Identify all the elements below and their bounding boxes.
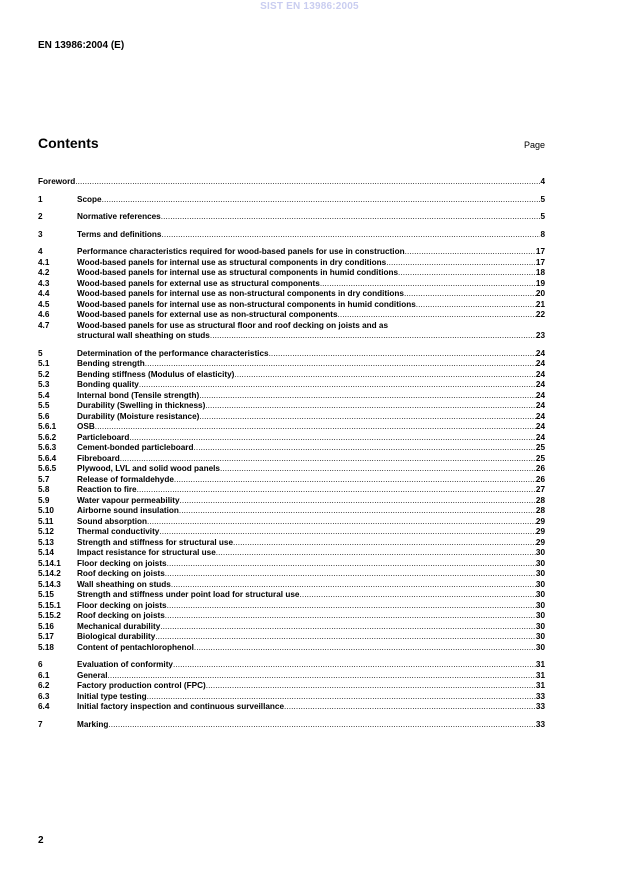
- dot-leader: [75, 177, 540, 188]
- toc-entry[interactable]: [38, 349, 545, 360]
- toc-entry-number: 6: [38, 660, 43, 669]
- toc-entry-title: Floor decking on joists: [77, 600, 167, 610]
- toc-entry-page: 20: [535, 289, 545, 298]
- toc-entry[interactable]: [38, 195, 545, 206]
- toc-entry[interactable]: [38, 671, 545, 682]
- toc-entry-number: 6.2: [38, 681, 50, 690]
- dot-leader: [95, 422, 536, 433]
- toc-entry-number: 5.3: [38, 380, 50, 389]
- toc-entry-page: 29: [535, 537, 545, 547]
- toc-entry-title: Sound absorption: [77, 516, 148, 526]
- dot-leader: [234, 370, 535, 381]
- toc-entry-page: 30: [535, 611, 545, 620]
- toc-entry-page: 30: [535, 548, 545, 557]
- toc-entry[interactable]: [38, 401, 545, 412]
- dot-leader: [173, 660, 536, 671]
- toc-entry[interactable]: [38, 230, 545, 241]
- toc-entry-page: 30: [535, 569, 545, 578]
- toc-entry-number: 5.13: [38, 537, 54, 547]
- toc-entry-page: 5: [540, 194, 545, 204]
- dot-leader: [159, 527, 536, 538]
- toc-entry[interactable]: [38, 720, 545, 731]
- toc-entry-page: 33: [535, 691, 545, 701]
- toc-entry-page: 30: [535, 558, 545, 568]
- toc-entry-number: 5.14.1: [38, 558, 61, 568]
- dot-leader: [398, 268, 536, 279]
- toc-entry[interactable]: [38, 310, 545, 321]
- toc-entry-page: 28: [535, 495, 545, 505]
- toc-entry[interactable]: [38, 580, 545, 591]
- toc-entry[interactable]: [38, 212, 545, 223]
- toc-entry-title: Airborne sound insulation: [77, 506, 179, 515]
- toc-entry-page: 29: [535, 516, 545, 526]
- toc-entry-page: 33: [535, 702, 545, 711]
- toc-entry-page: 24: [535, 401, 545, 410]
- dot-leader: [147, 692, 536, 703]
- toc-entry-page: 24: [535, 348, 545, 358]
- toc-entry-title: Content of pentachlorophenol: [77, 642, 194, 652]
- toc-entry[interactable]: [38, 643, 545, 654]
- toc-entry-page: 25: [535, 443, 545, 452]
- dot-leader: [386, 258, 536, 269]
- dot-leader: [137, 485, 536, 496]
- toc-entry[interactable]: [38, 412, 545, 423]
- toc-entry[interactable]: [38, 548, 545, 559]
- toc-entry-number: 4.5: [38, 299, 50, 309]
- dot-leader: [129, 433, 536, 444]
- toc-entry[interactable]: [38, 681, 545, 692]
- dot-leader: [199, 412, 536, 423]
- toc-entry[interactable]: [38, 692, 545, 703]
- toc-entry-title: Wood-based panels for use as structural floor and roof decking on joists and as: [77, 320, 389, 330]
- toc-entry-number: 5.6.5: [38, 464, 57, 473]
- toc-entry-number: 4.1: [38, 257, 50, 267]
- toc-entry-number: 5.6: [38, 411, 50, 421]
- page-column-label: Page: [523, 140, 545, 150]
- dot-leader: [269, 349, 536, 360]
- toc-entry-number: 5.17: [38, 632, 54, 641]
- toc-entry-page: 24: [535, 359, 545, 368]
- toc-entry-number: 7: [38, 719, 43, 729]
- toc-entry[interactable]: [38, 622, 545, 633]
- toc-entry-page: 24: [535, 380, 545, 389]
- toc-entry-title: Thermal conductivity: [77, 527, 160, 536]
- toc-entry-number: 5.12: [38, 527, 54, 536]
- dot-leader: [179, 506, 536, 517]
- toc-entry-page: 21: [535, 299, 545, 309]
- toc-entry-title: Cement-bonded particleboard: [77, 443, 194, 452]
- toc-entry[interactable]: [38, 443, 545, 454]
- dot-leader: [284, 702, 536, 713]
- toc-entry-page: 27: [535, 485, 545, 494]
- toc-entry-page: 31: [535, 660, 545, 669]
- toc-entry-number: 5.15.1: [38, 600, 61, 610]
- toc-entry[interactable]: [38, 569, 545, 580]
- dot-leader: [139, 380, 536, 391]
- contents-heading: Contents: [38, 135, 99, 151]
- toc-entry-page: 24: [535, 432, 545, 442]
- toc-entry-number: 5.9: [38, 495, 50, 505]
- dot-leader: [194, 643, 536, 654]
- toc-entry-title: Normative references: [77, 212, 161, 221]
- dot-leader: [160, 622, 536, 633]
- toc-entry-page: 17: [535, 247, 545, 256]
- toc-entry[interactable]: [38, 258, 545, 269]
- toc-entry-number: 5.7: [38, 474, 50, 484]
- toc-entry[interactable]: [38, 279, 545, 290]
- toc-entry-number: 5.6.1: [38, 422, 57, 431]
- toc-entry[interactable]: [38, 359, 545, 370]
- toc-entry-number: 4.6: [38, 310, 50, 319]
- dot-leader: [299, 590, 535, 601]
- toc-entry-title: Wood-based panels for internal use as structural components in humid conditions: [77, 268, 399, 277]
- dot-leader: [199, 391, 536, 402]
- toc-entry-title: Foreword: [38, 177, 76, 186]
- toc-entry-title: Fibreboard: [77, 453, 120, 463]
- toc-entry[interactable]: [38, 464, 545, 475]
- toc-entry-page: 23: [535, 331, 545, 340]
- dot-leader: [102, 195, 541, 206]
- toc-entry-title: Evaluation of conformity: [77, 660, 173, 669]
- toc-entry-number: 5.15: [38, 590, 54, 599]
- toc-entry-page: 30: [535, 600, 545, 610]
- document-identifier: EN 13986:2004 (E): [38, 40, 125, 51]
- dot-leader: [108, 720, 535, 731]
- dot-leader: [205, 401, 536, 412]
- toc-entry-title: Roof decking on joists: [77, 569, 165, 578]
- toc-entry-title: Reaction to fire: [77, 485, 137, 494]
- dot-leader: [220, 464, 536, 475]
- toc-entry-title: Wood-based panels for external use as structural components: [77, 278, 320, 288]
- toc-entry[interactable]: [38, 454, 545, 465]
- toc-entry[interactable]: [38, 268, 545, 279]
- toc-entry-page: 26: [535, 474, 545, 484]
- toc-entry-number: 5.14.2: [38, 569, 61, 578]
- dot-leader: [233, 538, 536, 549]
- dot-leader: [165, 611, 536, 622]
- toc-entry-page: 24: [535, 390, 545, 400]
- toc-entry[interactable]: [38, 370, 545, 381]
- toc-entry-page: 33: [535, 719, 545, 729]
- dot-leader: [147, 517, 536, 528]
- toc-entry[interactable]: [38, 422, 545, 433]
- toc-entry-number: 5.2: [38, 369, 50, 379]
- toc-entry-title: Durability (Swelling in thickness): [77, 401, 206, 410]
- toc-entry-number: 3: [38, 229, 43, 239]
- toc-entry-number: 4.2: [38, 268, 50, 277]
- toc-entry-page: 24: [535, 422, 545, 431]
- section-gap: [38, 713, 545, 720]
- toc-entry-title: Wall sheathing on studs: [77, 579, 171, 589]
- toc-entry-title: structural wall sheathing on studs: [77, 331, 210, 340]
- toc-entry-title: Water vapour permeability: [77, 495, 180, 505]
- toc-entry[interactable]: [38, 538, 545, 549]
- dot-leader: [320, 279, 536, 290]
- toc-entry-number: 5.14: [38, 548, 54, 557]
- toc-entry-title: Factory production control (FPC): [77, 681, 206, 690]
- toc-entry-page: 31: [535, 681, 545, 690]
- toc-entry-title: Bending stiffness (Modulus of elasticity): [77, 369, 235, 379]
- dot-leader: [216, 548, 536, 559]
- dot-leader: [155, 632, 536, 643]
- toc-entry[interactable]: [38, 660, 545, 671]
- dot-leader: [161, 212, 541, 223]
- dot-leader: [171, 580, 536, 591]
- section-gap: [38, 240, 545, 247]
- toc-entry[interactable]: [38, 611, 545, 622]
- toc-entry[interactable]: [38, 289, 545, 300]
- toc-entry-page: 24: [535, 411, 545, 421]
- toc-entry-title: Terms and definitions: [77, 229, 162, 239]
- toc-entry-number: 5.6.2: [38, 432, 57, 442]
- dot-leader: [210, 331, 536, 342]
- toc-entry[interactable]: [38, 590, 545, 601]
- toc-entry-page: 8: [540, 229, 545, 239]
- toc-entry-number: 5.15.2: [38, 611, 61, 620]
- toc-entry-number: 6.3: [38, 691, 50, 701]
- section-gap: [38, 188, 545, 195]
- section-gap: [38, 653, 545, 660]
- toc-entry-title: Wood-based panels for internal use as non-structural components in dry conditions: [77, 289, 404, 298]
- toc-entry-number: 5.18: [38, 642, 54, 652]
- toc-entry-page: 28: [535, 506, 545, 515]
- toc-entry-number: 6.1: [38, 670, 50, 680]
- toc-entry-number: 6.4: [38, 702, 50, 711]
- toc-entry-number: 4: [38, 247, 43, 256]
- toc-entry-title: Internal bond (Tensile strength): [77, 390, 200, 400]
- toc-entry-title: Strength and stiffness for structural use: [77, 537, 234, 547]
- toc-entry-title: Roof decking on joists: [77, 611, 165, 620]
- dot-leader: [338, 310, 536, 321]
- toc-entry-title: Wood-based panels for internal use as non-structural components in humid conditions: [77, 299, 416, 309]
- toc-entry-number: 4.4: [38, 289, 50, 298]
- toc-entry[interactable]: [38, 517, 545, 528]
- toc-entry-number: 5.8: [38, 485, 50, 494]
- toc-entry-number: 5.4: [38, 390, 50, 400]
- toc-entry[interactable]: [38, 247, 545, 258]
- toc-entry[interactable]: [38, 702, 545, 713]
- toc-entry[interactable]: [38, 391, 545, 402]
- toc-entry-title: Durability (Moisture resistance): [77, 411, 200, 421]
- toc-entry-title: Mechanical durability: [77, 621, 161, 631]
- toc-entry[interactable]: [38, 485, 545, 496]
- toc-entry-title: Scope: [77, 194, 102, 204]
- toc-entry-title: OSB: [77, 422, 95, 431]
- toc-entry-title: Initial type testing: [77, 691, 147, 701]
- dot-leader: [405, 247, 536, 258]
- toc-entry-title: Wood-based panels for internal use as structural components in dry conditions: [77, 257, 387, 267]
- toc-entry-title: Release of formaldehyde: [77, 474, 174, 484]
- toc-entry[interactable]: [38, 475, 545, 486]
- toc-entry-number: 5.10: [38, 506, 54, 515]
- toc-entry[interactable]: [38, 177, 545, 188]
- toc-entry-title: Biological durability: [77, 632, 156, 641]
- toc-entry-page: 17: [535, 257, 545, 267]
- toc-entry-page: 30: [535, 590, 545, 599]
- toc-entry-title: Plywood, LVL and solid wood panels: [77, 464, 220, 473]
- toc-entry-title: Impact resistance for structural use: [77, 548, 216, 557]
- toc-entry-number: 5.1: [38, 359, 50, 368]
- page-number: 2: [38, 835, 44, 846]
- toc-entry-title: Determination of the performance characteristics: [77, 348, 269, 358]
- dot-leader: [193, 443, 535, 454]
- dot-leader: [404, 289, 536, 300]
- toc-entry[interactable]: [38, 321, 545, 332]
- toc-entry-number: 5: [38, 348, 43, 358]
- dot-leader: [145, 359, 536, 370]
- watermark: SIST EN 13986:2005: [260, 1, 359, 12]
- toc-entry-page: 22: [535, 310, 545, 319]
- toc-entry[interactable]: [38, 559, 545, 570]
- toc-entry-title: Bonding quality: [77, 380, 139, 389]
- toc-entry-page: 4: [540, 177, 545, 186]
- section-gap: [38, 223, 545, 230]
- toc-entry[interactable]: [38, 331, 545, 342]
- dot-leader: [388, 321, 545, 332]
- toc-entry-number: 2: [38, 212, 43, 221]
- toc-entry[interactable]: [38, 601, 545, 612]
- toc-entry-title: Wood-based panels for external use as non-structural components: [77, 310, 338, 319]
- dot-leader: [167, 559, 536, 570]
- toc-entry-number: 5.11: [38, 516, 54, 526]
- toc-entry-page: 24: [535, 369, 545, 379]
- toc-entry-page: 30: [535, 642, 545, 652]
- dot-leader: [161, 230, 540, 241]
- table-of-contents: [38, 177, 545, 730]
- toc-entry[interactable]: [38, 380, 545, 391]
- toc-entry-number: 5.6.4: [38, 453, 57, 463]
- toc-entry[interactable]: [38, 506, 545, 517]
- toc-entry-number: 5.6.3: [38, 443, 57, 452]
- toc-entry-title: Performance characteristics required for wood-based panels for use in construction: [77, 247, 405, 256]
- section-gap: [38, 342, 545, 349]
- dot-leader: [180, 496, 536, 507]
- toc-entry-number: 4.7: [38, 320, 50, 330]
- toc-entry-page: 18: [535, 268, 545, 277]
- toc-entry-title: Particleboard: [77, 432, 130, 442]
- toc-entry-page: 26: [535, 464, 545, 473]
- toc-entry-number: 5.16: [38, 621, 54, 631]
- toc-entry-page: 30: [535, 632, 545, 641]
- toc-entry[interactable]: [38, 496, 545, 507]
- toc-entry[interactable]: [38, 632, 545, 643]
- dot-leader: [120, 454, 536, 465]
- toc-entry-number: 4.3: [38, 278, 50, 288]
- section-gap: [38, 205, 545, 212]
- toc-entry-page: 29: [535, 527, 545, 536]
- dot-leader: [416, 300, 536, 311]
- toc-entry-page: 5: [540, 212, 545, 221]
- dot-leader: [165, 569, 536, 580]
- toc-entry[interactable]: [38, 300, 545, 311]
- dot-leader: [206, 681, 536, 692]
- toc-entry-page: 25: [535, 453, 545, 463]
- toc-entry-page: 30: [535, 621, 545, 631]
- toc-entry-title: Strength and stiffness under point load for structural use: [77, 590, 300, 599]
- toc-entry-number: 5.14.3: [38, 579, 61, 589]
- toc-entry-page: 31: [535, 670, 545, 680]
- toc-entry[interactable]: [38, 433, 545, 444]
- toc-entry-title: General: [77, 670, 108, 680]
- dot-leader: [108, 671, 536, 682]
- toc-entry-title: Marking: [77, 719, 109, 729]
- toc-entry[interactable]: [38, 527, 545, 538]
- toc-entry-title: Floor decking on joists: [77, 558, 167, 568]
- toc-entry-number: 5.5: [38, 401, 50, 410]
- dot-leader: [167, 601, 536, 612]
- toc-entry-number: 1: [38, 194, 43, 204]
- dot-leader: [174, 475, 536, 486]
- toc-entry-page: 30: [535, 579, 545, 589]
- toc-entry-title: Bending strength: [77, 359, 145, 368]
- toc-entry-title: Initial factory inspection and continuous surveillance: [77, 702, 285, 711]
- toc-entry-page: 19: [535, 278, 545, 288]
